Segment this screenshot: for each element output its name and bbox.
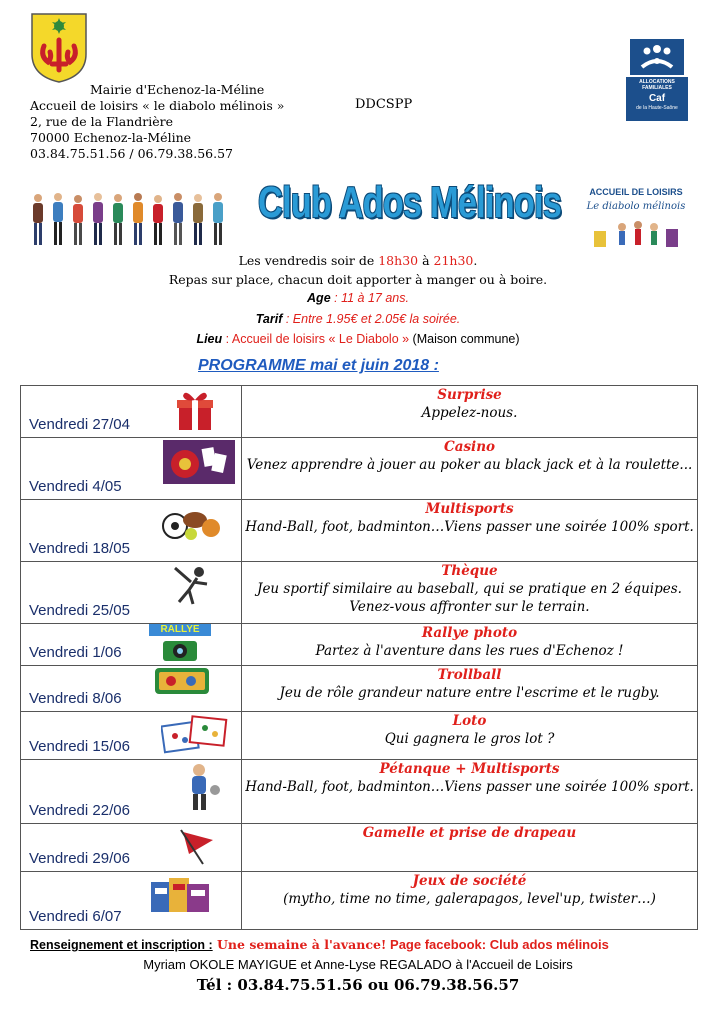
street-address: 2, rue de la Flandrière	[30, 114, 174, 129]
program-row	[21, 562, 698, 624]
activity-name: Loto	[452, 713, 487, 729]
program-row	[21, 824, 698, 872]
rallye-camera-icon	[149, 624, 211, 662]
ddcspp-label: DDCSPP	[355, 97, 413, 112]
program-date: Vendredi 1/06	[29, 644, 122, 661]
program-date: Vendredi 29/06	[29, 850, 130, 867]
end-time: 21h30	[433, 253, 474, 268]
program-row	[21, 500, 698, 562]
camera-icon	[163, 637, 197, 661]
date-cell	[21, 386, 242, 438]
caf-line1: ALLOCATIONS FAMILIALES	[639, 79, 675, 91]
program-date: Vendredi 15/06	[29, 738, 130, 755]
schedule-line	[0, 253, 716, 268]
description-cell	[242, 438, 698, 500]
age-label: Age	[307, 291, 331, 305]
program-row	[21, 760, 698, 824]
accueil-name: Accueil de loisirs « le diabolo mélinois »	[30, 98, 285, 113]
accueil-logo-subtitle: Le diabolo mélinois	[586, 201, 686, 212]
footer-registration-line	[30, 937, 609, 952]
lieu-label: Lieu	[196, 332, 223, 346]
baseball-player-icon	[169, 564, 213, 608]
description-cell	[242, 500, 698, 562]
kids-playing-icon	[592, 217, 682, 251]
activity-name: Rallye photo	[421, 625, 518, 641]
activity-description: (mytho, time no time, galerapagos, level'up, twister…)	[283, 891, 656, 907]
caf-logo	[626, 37, 688, 121]
program-date: Vendredi 25/05	[29, 602, 130, 619]
schedule-suffix: .	[473, 253, 478, 268]
facebook-page: Page facebook: Club ados mélinois	[386, 937, 609, 952]
program-row	[21, 872, 698, 930]
program-date: Vendredi 4/05	[29, 478, 122, 495]
surprise-icon	[173, 388, 217, 432]
activity-name: Multisports	[425, 501, 514, 517]
program-row	[21, 624, 698, 666]
casino-icon	[163, 440, 235, 484]
mairie-name: Mairie d'Echenoz-la-Méline	[90, 82, 265, 97]
schedule-prefix: Les vendredis soir de	[238, 253, 379, 268]
activity-name: Pétanque + Multisports	[379, 761, 560, 777]
page-title: Club Ados Mélinois	[258, 178, 562, 227]
program-row	[21, 666, 698, 712]
program-date: Vendredi 18/05	[29, 540, 130, 557]
footer-phone: Tél : 03.84.75.51.56 ou 06.79.38.56.57	[196, 976, 520, 994]
activity-description: Jeu sportif similaire au baseball, qui se pratique en 2 équipes. Venez-vous affronter sur le terrain.	[257, 581, 682, 615]
date-cell	[21, 438, 242, 500]
loto-cards-icon	[161, 714, 237, 756]
red-flag-icon	[173, 826, 217, 866]
date-cell	[21, 872, 242, 930]
phone-numbers: 03.84.75.51.56 / 06.79.38.56.57	[30, 146, 234, 161]
program-row	[21, 438, 698, 500]
tarif-value: : Entre 1.95€ et 2.05€ la soirée.	[282, 312, 461, 326]
program-row	[21, 712, 698, 760]
programme-title: PROGRAMME mai et juin 2018 :	[198, 357, 439, 374]
program-date: Vendredi 27/04	[29, 416, 130, 433]
activity-name: Casino	[443, 439, 496, 455]
town-crest-logo	[30, 12, 88, 84]
description-cell	[242, 872, 698, 930]
lieu-line	[0, 332, 716, 346]
postal-city: 70000 Echenoz-la-Méline	[30, 130, 192, 145]
mairie-address-block	[30, 82, 284, 162]
activity-description: Jeu de rôle grandeur nature entre l'escrime et le rugby.	[279, 685, 660, 701]
description-cell	[242, 386, 698, 438]
date-cell	[21, 666, 242, 712]
date-cell	[21, 760, 242, 824]
activity-description: Qui gagnera le gros lot ?	[384, 731, 555, 747]
meal-info: Repas sur place, chacun doit apporter à manger ou à boire.	[168, 272, 548, 287]
rallye-label: RALLYE	[149, 624, 211, 636]
caf-line2: Caf	[648, 93, 666, 104]
tarif-label: Tarif	[255, 312, 283, 326]
registration-label: Renseignement et inscription :	[30, 938, 213, 952]
activity-name: Thèque	[441, 563, 498, 579]
activity-description: Hand-Ball, foot, badminton…Viens passer une soirée 100% sport.	[245, 519, 694, 535]
age-line	[0, 291, 716, 305]
activity-description: Appelez-nous.	[421, 405, 518, 421]
description-cell	[242, 760, 698, 824]
date-cell	[21, 562, 242, 624]
age-value: : 11 à 17 ans.	[330, 291, 409, 305]
activity-name: Jeux de société	[412, 873, 527, 889]
lieu-extra: (Maison commune)	[409, 332, 520, 346]
start-time: 18h30	[378, 253, 419, 268]
program-row	[21, 386, 698, 438]
program-date: Vendredi 8/06	[29, 690, 122, 707]
accueil-loisirs-logo	[586, 187, 686, 253]
board-games-icon	[149, 874, 211, 916]
footer-contacts: Myriam OKOLE MAYIGUE et Anne-Lyse REGALADO à l'Accueil de Loisirs	[143, 957, 573, 972]
description-cell	[242, 712, 698, 760]
program-table	[20, 385, 698, 930]
description-cell	[242, 824, 698, 872]
activity-name: Surprise	[437, 387, 502, 403]
activity-description: Hand-Ball, foot, badminton…Viens passer une soirée 100% sport.	[245, 779, 694, 795]
activity-name: Trollball	[437, 667, 502, 683]
date-cell	[21, 712, 242, 760]
trollball-icon	[155, 668, 209, 694]
description-cell	[242, 562, 698, 624]
activity-description: Partez à l'aventure dans les rues d'Echenoz !	[315, 643, 624, 659]
description-cell	[242, 666, 698, 712]
advance-notice: Une semaine à l'avance!	[212, 937, 387, 952]
date-cell	[21, 824, 242, 872]
sports-balls-icon	[161, 502, 221, 542]
program-date: Vendredi 22/06	[29, 802, 130, 819]
date-cell	[21, 624, 242, 666]
tarif-line	[0, 312, 716, 326]
date-cell	[21, 500, 242, 562]
activity-description: Venez apprendre à jouer au poker au black jack et à la roulette...	[246, 457, 693, 473]
petanque-player-icon	[181, 762, 223, 812]
caf-line3: de la Haute-Saône	[636, 105, 678, 111]
activity-name: Gamelle et prise de drapeau	[362, 825, 577, 841]
accueil-logo-heading: ACCUEIL DE LOISIRS	[589, 187, 683, 197]
schedule-mid: à	[418, 253, 434, 268]
description-cell	[242, 624, 698, 666]
teenagers-illustration	[28, 192, 236, 248]
caf-family-icon	[626, 37, 688, 77]
program-date: Vendredi 6/07	[29, 908, 122, 925]
lieu-value: : Accueil de loisirs « Le Diabolo »	[222, 332, 410, 346]
